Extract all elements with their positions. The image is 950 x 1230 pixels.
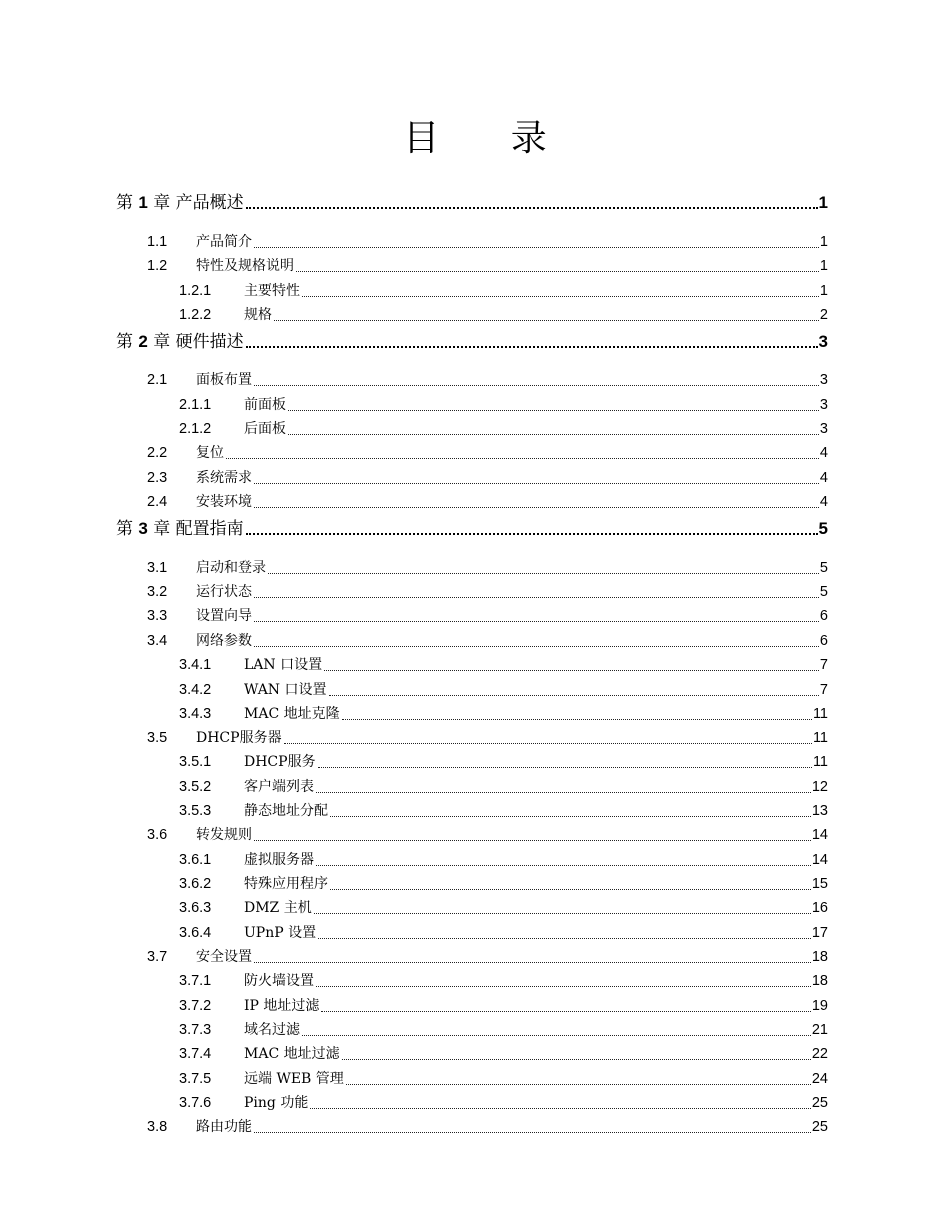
dot-leader <box>254 645 819 647</box>
toc-page-number: 7 <box>819 682 828 698</box>
toc-entry[interactable] <box>116 601 828 625</box>
toc-entry-number: 2.1.1 <box>179 397 212 413</box>
dot-leader <box>302 1034 811 1036</box>
toc-entry-title: 虚拟服务器 <box>244 852 314 868</box>
dot-leader <box>321 1010 810 1012</box>
toc-entry-number: 3.5.2 <box>179 779 212 795</box>
toc-entry[interactable] <box>116 463 828 487</box>
toc-page-number: 6 <box>819 608 828 624</box>
toc-entry[interactable] <box>116 414 828 438</box>
toc-entry-title: DHCP服务器 <box>196 730 282 746</box>
toc-entry[interactable] <box>116 1112 828 1136</box>
dot-leader <box>254 246 819 248</box>
toc-page-number: 1 <box>819 234 828 250</box>
toc-entry-title: 转发规则 <box>196 827 252 843</box>
toc-entry-number: 3.7.6 <box>179 1095 212 1111</box>
toc-page-number: 1 <box>818 193 828 212</box>
toc-entry-title: DHCP服务 <box>244 754 316 770</box>
toc-page-number: 18 <box>811 949 828 965</box>
toc-page-number: 5 <box>819 560 828 576</box>
dot-leader <box>254 506 819 508</box>
toc-entry[interactable] <box>116 650 828 674</box>
toc-entry[interactable] <box>116 365 828 389</box>
toc-entry[interactable] <box>116 845 828 869</box>
toc-page-number: 13 <box>811 803 828 819</box>
dot-leader <box>314 912 811 914</box>
toc-page-number: 22 <box>811 1046 828 1062</box>
toc-entry-number: 3.5.3 <box>179 803 212 819</box>
toc-entry-number: 2.2 <box>147 445 168 461</box>
dot-leader <box>330 815 811 817</box>
toc-entry-number: 3.7.3 <box>179 1022 212 1038</box>
toc-entry[interactable] <box>116 820 828 844</box>
toc-entry[interactable] <box>116 942 828 966</box>
toc-chapter-entry[interactable] <box>116 186 828 212</box>
toc-chapter-entry[interactable] <box>116 325 828 351</box>
toc-page-number: 14 <box>811 852 828 868</box>
toc-entry-title: 特殊应用程序 <box>244 876 328 892</box>
toc-chapter-title: 第 1 章 产品概述 <box>116 193 244 213</box>
toc-entry-number: 3.4 <box>147 633 168 649</box>
toc-page-number: 4 <box>819 470 828 486</box>
toc-page-number: 1 <box>819 283 828 299</box>
toc-entry-number: 3.3 <box>147 608 168 624</box>
toc-entry-number: 2.3 <box>147 470 168 486</box>
toc-entry-number: 1.2 <box>147 258 168 274</box>
toc-entry[interactable] <box>116 699 828 723</box>
dot-leader <box>318 937 811 939</box>
toc-entry-number: 3.6.2 <box>179 876 212 892</box>
toc-page-number: 25 <box>811 1119 828 1135</box>
toc-entry-title: 静态地址分配 <box>244 803 328 819</box>
dot-leader <box>274 319 819 321</box>
toc-entry[interactable] <box>116 893 828 917</box>
toc-entry-number: 2.1.2 <box>179 421 212 437</box>
toc-entry[interactable] <box>116 1064 828 1088</box>
toc-entry[interactable] <box>116 723 828 747</box>
toc-entry[interactable] <box>116 487 828 511</box>
dot-leader <box>288 409 819 411</box>
toc-page-number: 2 <box>819 307 828 323</box>
toc-page-number: 4 <box>819 494 828 510</box>
toc-page-number: 18 <box>811 973 828 989</box>
toc-entry[interactable] <box>116 438 828 462</box>
dot-leader <box>342 1058 811 1060</box>
toc-entry-title: UPnP 设置 <box>244 925 317 941</box>
toc-entry-number: 2.1 <box>147 372 168 388</box>
dot-leader <box>342 718 812 720</box>
dot-leader <box>324 669 819 671</box>
toc-entry-title: 域名过滤 <box>244 1022 300 1038</box>
dot-leader <box>310 1107 811 1109</box>
toc-page-number: 14 <box>811 827 828 843</box>
dot-leader <box>318 766 812 768</box>
toc-entry[interactable] <box>116 747 828 771</box>
toc-entry-title: 特性及规格说明 <box>196 258 294 274</box>
dot-leader <box>268 572 819 574</box>
toc-entry-number: 3.5 <box>147 730 168 746</box>
toc-entry-title: 复位 <box>196 445 224 461</box>
dot-leader <box>316 864 811 866</box>
toc-page-number: 1 <box>819 258 828 274</box>
toc-entry-number: 1.2.1 <box>179 283 212 299</box>
toc-entry-number: 3.4.1 <box>179 657 212 673</box>
toc-entry-number: 3.4.2 <box>179 682 212 698</box>
toc-page-number: 4 <box>819 445 828 461</box>
dot-leader <box>316 985 811 987</box>
dot-leader <box>288 433 819 435</box>
dot-leader <box>246 532 818 535</box>
toc-entry-title: 规格 <box>244 307 272 323</box>
dot-leader <box>254 961 811 963</box>
toc-entry-number: 3.1 <box>147 560 168 576</box>
toc-entry-title: 系统需求 <box>196 470 252 486</box>
toc-entry-title: MAC 地址过滤 <box>244 1046 340 1062</box>
dot-leader <box>254 596 819 598</box>
toc-entry[interactable] <box>116 227 828 251</box>
toc-entry[interactable] <box>116 626 828 650</box>
dot-leader <box>330 888 811 890</box>
toc-page-number: 15 <box>811 876 828 892</box>
dot-leader <box>246 206 818 209</box>
toc-entry[interactable] <box>116 577 828 601</box>
toc-page-number: 7 <box>819 657 828 673</box>
toc-entry-title: 后面板 <box>244 421 286 437</box>
toc-entry-title: Ping 功能 <box>244 1095 309 1111</box>
toc-page-number: 3 <box>819 421 828 437</box>
toc-page-number: 6 <box>819 633 828 649</box>
toc-entry-title: LAN 口设置 <box>244 657 323 673</box>
dot-leader <box>246 345 818 348</box>
toc-entry-number: 3.6 <box>147 827 168 843</box>
toc-entry-title: 路由功能 <box>196 1119 252 1135</box>
toc-entry-number: 3.6.1 <box>179 852 212 868</box>
toc-entry-title: WAN 口设置 <box>244 682 327 698</box>
toc-page-number: 5 <box>819 584 828 600</box>
toc-page-number: 11 <box>812 754 828 770</box>
toc-entry-title: 主要特性 <box>244 283 300 299</box>
toc-entry-number: 3.8 <box>147 1119 168 1135</box>
dot-leader <box>302 295 819 297</box>
toc-entry-number: 3.7.4 <box>179 1046 212 1062</box>
toc-entry-number: 3.6.4 <box>179 925 212 941</box>
toc-entry[interactable] <box>116 1015 828 1039</box>
toc-page-number: 5 <box>818 519 828 538</box>
toc-entry[interactable] <box>116 675 828 699</box>
toc-entry-title: 防火墙设置 <box>244 973 314 989</box>
toc-page-number: 24 <box>811 1071 828 1087</box>
toc-entry-number: 3.7 <box>147 949 168 965</box>
page-title: 目 录 <box>403 118 577 159</box>
dot-leader <box>329 694 819 696</box>
toc-entry[interactable] <box>116 300 828 324</box>
toc-entry[interactable] <box>116 918 828 942</box>
toc-entry-title: 网络参数 <box>196 633 252 649</box>
toc-entry[interactable] <box>116 553 828 577</box>
toc-entry[interactable] <box>116 251 828 275</box>
toc-page-number: 12 <box>811 779 828 795</box>
toc-page-number: 3 <box>819 397 828 413</box>
toc-entry-title: 客户端列表 <box>244 779 314 795</box>
toc-entry-title: 面板布置 <box>196 372 252 388</box>
toc-entry-number: 3.5.1 <box>179 754 212 770</box>
dot-leader <box>254 620 819 622</box>
toc-page-number: 3 <box>819 372 828 388</box>
toc-page-number: 11 <box>812 730 828 746</box>
toc-entry[interactable] <box>116 772 828 796</box>
toc-entry[interactable] <box>116 390 828 414</box>
toc-page-number: 19 <box>811 998 828 1014</box>
dot-leader <box>254 839 811 841</box>
dot-leader <box>316 791 811 793</box>
toc-entry-title: 安装环境 <box>196 494 252 510</box>
toc-page-number: 3 <box>818 332 828 351</box>
toc-entry-number: 1.1 <box>147 234 168 250</box>
dot-leader <box>226 457 819 459</box>
toc-entry[interactable] <box>116 796 828 820</box>
toc-page-number: 25 <box>811 1095 828 1111</box>
toc-page-number: 17 <box>811 925 828 941</box>
toc-entry[interactable] <box>116 1088 828 1112</box>
toc-entry-title: 前面板 <box>244 397 286 413</box>
toc-entry-title: DMZ 主机 <box>244 900 312 916</box>
toc-entry-title: 设置向导 <box>196 608 252 624</box>
toc-entry-number: 3.4.3 <box>179 706 212 722</box>
dot-leader <box>296 270 819 272</box>
toc-entry-number: 3.6.3 <box>179 900 212 916</box>
toc-entry-number: 3.7.2 <box>179 998 212 1014</box>
toc-entry[interactable] <box>116 966 828 990</box>
toc-entry[interactable] <box>116 869 828 893</box>
toc-entry[interactable] <box>116 276 828 300</box>
toc-chapter-entry[interactable] <box>116 512 828 538</box>
toc-chapter-title: 第 3 章 配置指南 <box>116 519 244 539</box>
toc-entry-title: 产品简介 <box>196 234 252 250</box>
toc-entry-title: 启动和登录 <box>196 560 266 576</box>
dot-leader <box>346 1083 811 1085</box>
dot-leader <box>284 742 812 744</box>
toc-entry[interactable] <box>116 1039 828 1063</box>
toc-entry-title: 远端 WEB 管理 <box>244 1071 344 1087</box>
dot-leader <box>254 384 819 386</box>
toc-entry-title: IP 地址过滤 <box>244 998 320 1014</box>
toc-page-number: 21 <box>811 1022 828 1038</box>
toc-entry-number: 3.7.1 <box>179 973 212 989</box>
toc-entry-number: 3.2 <box>147 584 168 600</box>
dot-leader <box>254 482 819 484</box>
dot-leader <box>254 1131 811 1133</box>
toc-entry-title: 安全设置 <box>196 949 252 965</box>
toc-entry[interactable] <box>116 991 828 1015</box>
toc-entry-title: MAC 地址克隆 <box>244 706 340 722</box>
toc-entry-number: 2.4 <box>147 494 168 510</box>
toc-page-number: 11 <box>812 706 828 722</box>
toc-chapter-title: 第 2 章 硬件描述 <box>116 332 244 352</box>
toc-entry-number: 3.7.5 <box>179 1071 212 1087</box>
toc-entry-number: 1.2.2 <box>179 307 212 323</box>
toc-entry-title: 运行状态 <box>196 584 252 600</box>
toc-page-number: 16 <box>811 900 828 916</box>
